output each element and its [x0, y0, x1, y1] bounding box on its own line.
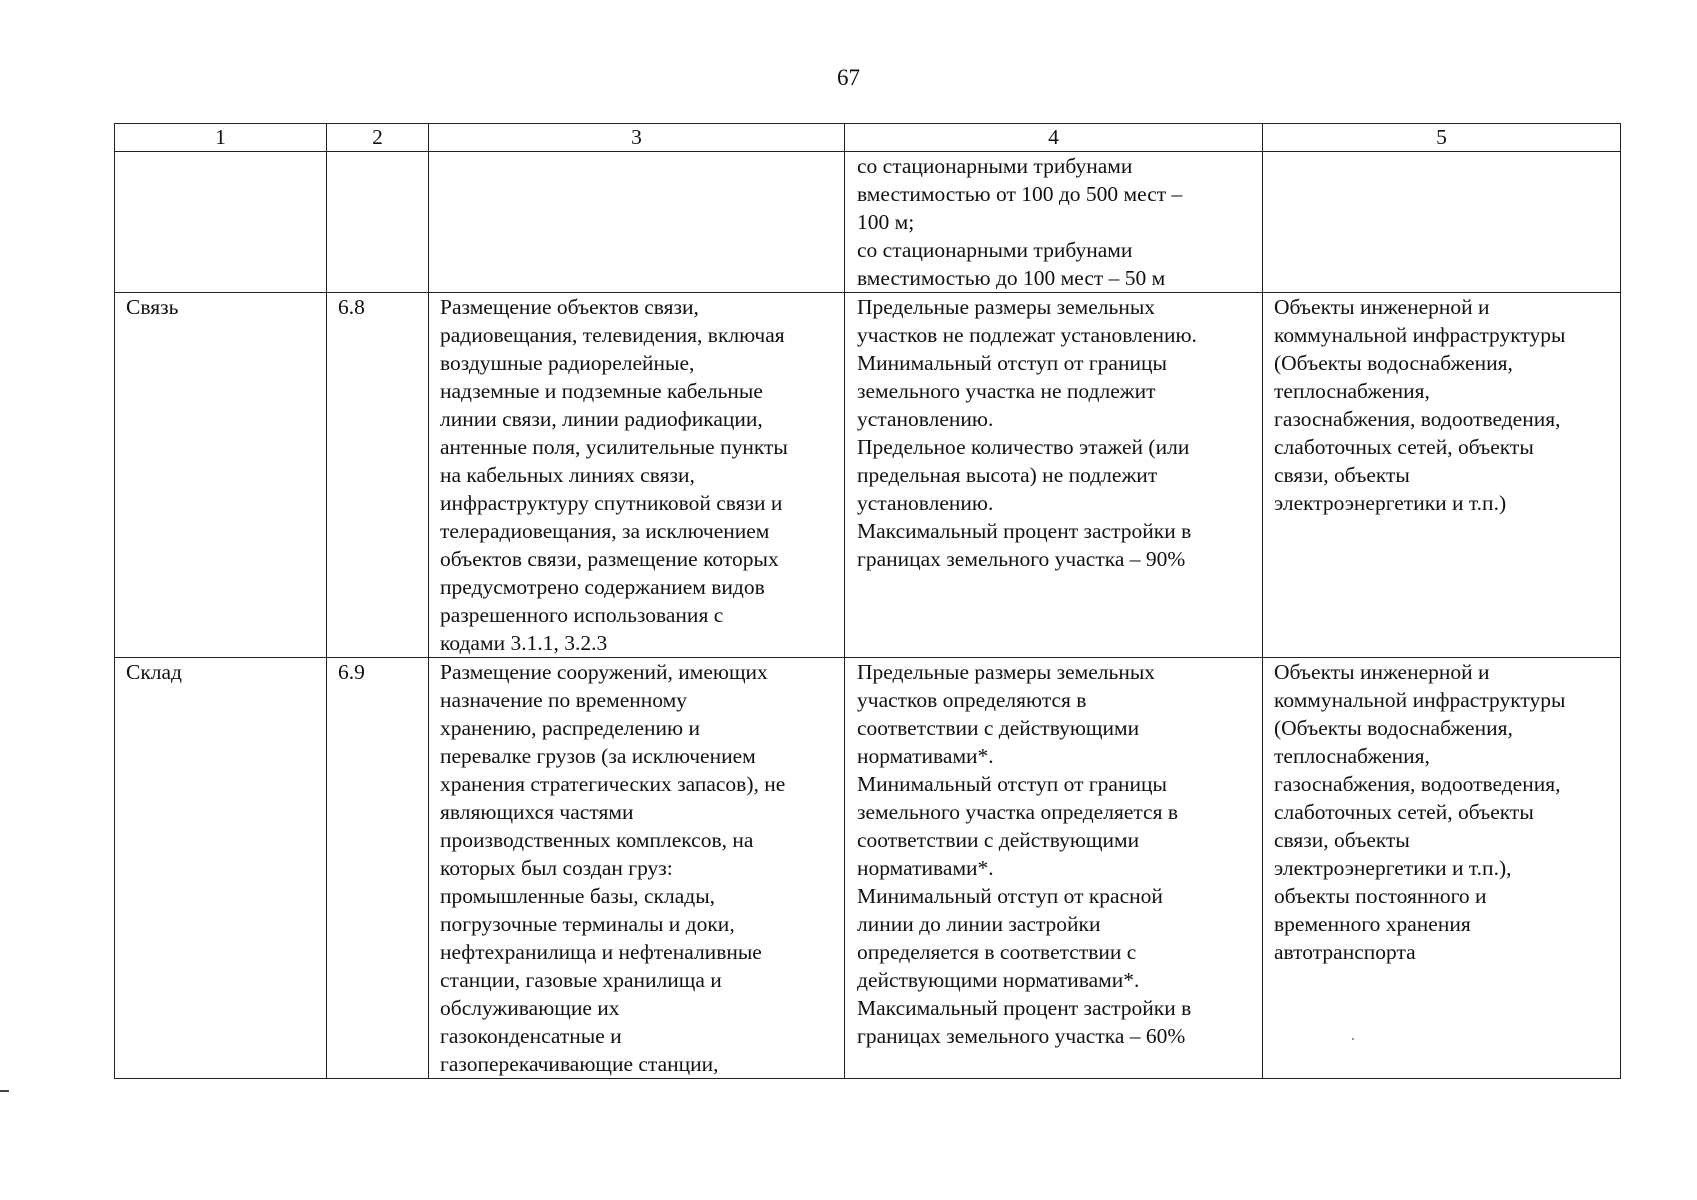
table-header-row — [115, 124, 1621, 152]
table-row — [115, 658, 1621, 1079]
land-use-description: Размещение сооружений, имеющих назначение по временному хранению, распределению и перевалке грузов (за исключением хранения стратегических запасов), не являющихся частями производственных комплексов, на которых был создан груз: промышленные базы, склады, погрузочные терминалы и доки, нефтехранилища и нефтеналивные станции, газовые хранилища и обслуживающие их газоконденсатные и газоперекачивающие станции, — [429, 658, 845, 1079]
table-row — [115, 293, 1621, 658]
column-header-4: 4 — [845, 124, 1263, 152]
scan-speck — [1352, 1038, 1354, 1040]
land-use-parameters: со стационарными трибунами вместимостью от 100 до 500 мест – 100 м; со стационарными трибунами вместимостью до 100 мест – 50 м — [845, 152, 1263, 293]
auxiliary-uses: Объекты инженерной и коммунальной инфраструктуры (Объекты водоснабжения, теплоснабжения, газоснабжения, водоотведения, слаботочных сетей, объекты связи, объекты электроэнергетики и т.п.), объекты постоянного и временного хранения автотранспорта — [1263, 658, 1621, 1079]
land-use-name — [115, 152, 327, 293]
land-use-parameters: Предельные размеры земельных участков определяются в соответствии с действующими нормативами*. Минимальный отступ от границы земельного участка определяется в соответствии с действующими нормативами*. Минимальный отступ от красной линии до линии застройки определяется в соответствии с действующими нормативами*. Максимальный процент застройки в границах земельного участка – 60% — [845, 658, 1263, 1079]
auxiliary-uses — [1263, 152, 1621, 293]
land-use-description — [429, 152, 845, 293]
land-use-code — [327, 152, 429, 293]
column-header-1: 1 — [115, 124, 327, 152]
auxiliary-uses: Объекты инженерной и коммунальной инфраструктуры (Объекты водоснабжения, теплоснабжения, газоснабжения, водоотведения, слаботочных сетей, объекты связи, объекты электроэнергетики и т.п.) — [1263, 293, 1621, 658]
column-header-5: 5 — [1263, 124, 1621, 152]
land-use-code: 6.8 — [327, 293, 429, 658]
land-use-name: Связь — [115, 293, 327, 658]
land-use-parameters: Предельные размеры земельных участков не подлежат установлению. Минимальный отступ от границы земельного участка не подлежит установлению. Предельное количество этажей (или предельная высота) не подлежит установлению. Максимальный процент застройки в границах земельного участка – 90% — [845, 293, 1263, 658]
land-use-table — [114, 123, 1621, 1079]
land-use-code: 6.9 — [327, 658, 429, 1079]
column-header-3: 3 — [429, 124, 845, 152]
page-number: 67 — [837, 65, 860, 90]
land-use-description: Размещение объектов связи, радиовещания, телевидения, включая воздушные радиорелейные, надземные и подземные кабельные линии связи, линии радиофикации, антенные поля, усилительные пункты на кабельных линиях связи, инфраструктуру спутниковой связи и телерадиовещания, за исключением объектов связи, размещение которых предусмотрено содержанием видов разрешенного использования с кодами 3.1.1, 3.2.3 — [429, 293, 845, 658]
margin-mark — [0, 1090, 9, 1092]
table-row — [115, 152, 1621, 293]
land-use-name: Склад — [115, 658, 327, 1079]
column-header-2: 2 — [327, 124, 429, 152]
